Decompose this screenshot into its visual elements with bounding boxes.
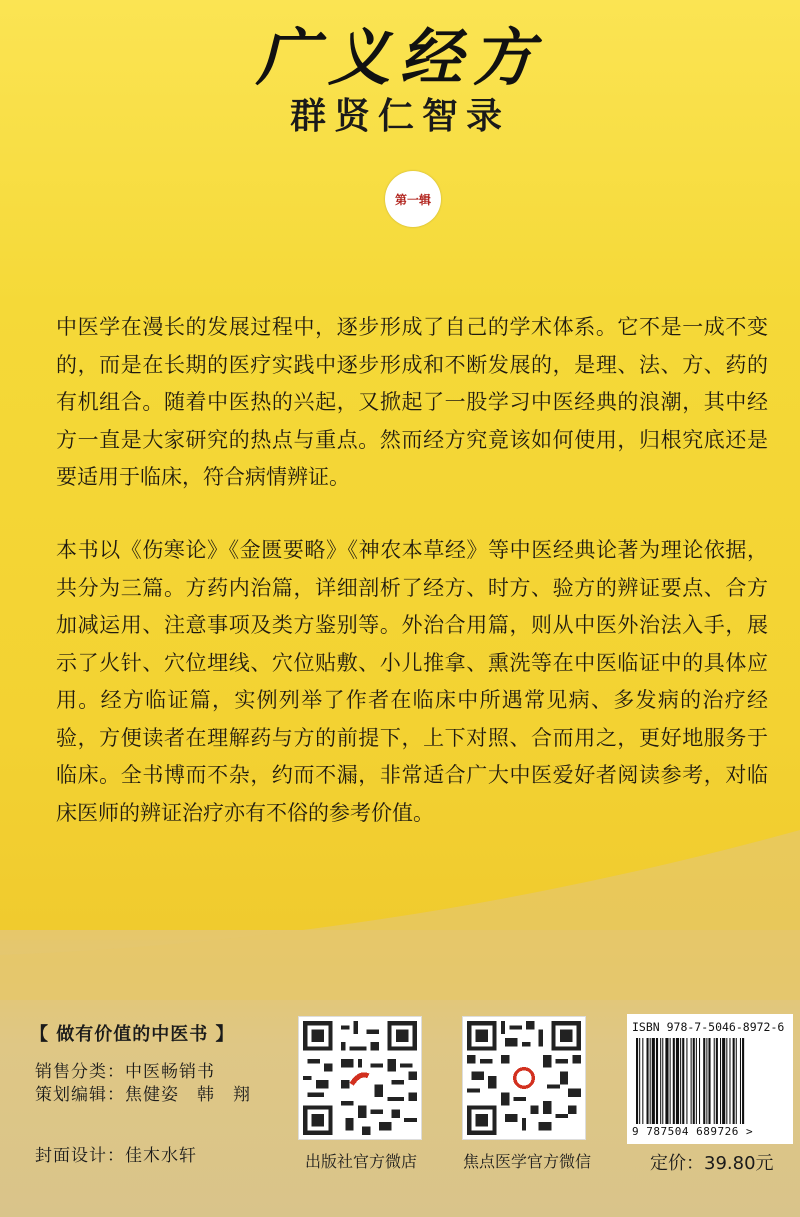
volume-badge: 第一辑	[385, 171, 441, 227]
cover-designer: 封面设计：佳木水轩	[35, 1146, 197, 1166]
barcode-digits: 9 787504 689726 >	[632, 1125, 754, 1138]
qr-code-icon	[299, 1017, 421, 1139]
barcode-icon	[636, 1038, 786, 1124]
planning-editors: 策划编辑：焦健姿 韩 翔	[35, 1085, 251, 1105]
price: 定价：39.80元	[650, 1153, 774, 1174]
book-title: 广义经方	[255, 21, 544, 94]
qr-code-icon	[463, 1017, 585, 1139]
qr-code-wechat[interactable]	[462, 1016, 586, 1140]
qr-label-wechat: 焦点医学官方微信	[462, 1152, 591, 1171]
blurb-paragraph-1: 中医学在漫长的发展过程中，逐步形成了自己的学术体系。它不是一成不变的，而是在长期的医疗实践中逐步形成和不断发展的，是理、法、方、药的有机组合。随着中医热的兴起，又掀起了一股学习中医经典的浪潮，其中经方一直是大家研究的热点与重点。然而经方究竟该如何使用，归根究底还是要适用于临床，符合病情辨证。	[56, 315, 768, 489]
qr-label-shop: 出版社官方微店	[304, 1152, 417, 1171]
blurb-paragraph-2: 本书以《伤寒论》《金匮要略》《神农本草经》等中医经典论著为理论依据，共分为三篇。方药内治篇，详细剖析了经方、时方、验方的辨证要点、合方加减运用、注意事项及类方鉴别等。外治合用篇，则从中医外治法入手，展示了火针、穴位埋线、穴位贴敷、小儿推拿、熏洗等在中医临证中的具体应用。经方临证篇，实例列举了作者在临床中所遇常见病、多发病的治疗经验，方便读者在理解药与方的前提下，上下对照、合而用之，更好地服务于临床。全书博而不杂，约而不漏，非常适合广大中医爱好者阅读参考，对临床医师的辨证治疗亦有不俗的参考价值。	[56, 538, 768, 825]
sales-category: 销售分类：中医畅销书	[35, 1062, 215, 1082]
book-subtitle: 群贤仁智录	[289, 95, 510, 137]
slogan: 【 做有价值的中医书 】	[30, 1024, 235, 1045]
isbn: ISBN 978-7-5046-8972-6	[632, 1020, 785, 1034]
qr-code-shop[interactable]	[298, 1016, 422, 1140]
